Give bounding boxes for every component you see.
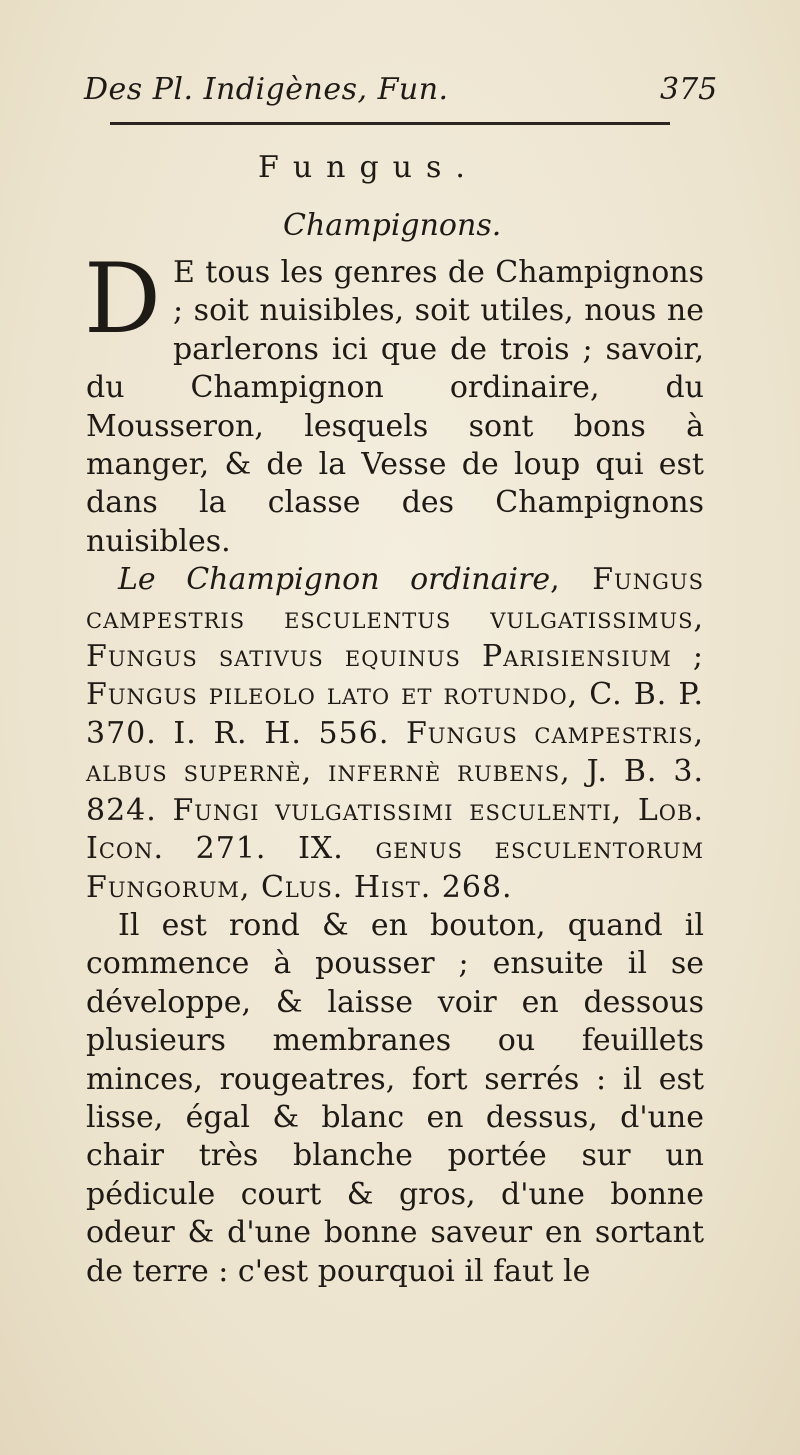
paragraph-synonyms: [86, 561, 704, 907]
paragraph-synonyms-lead: Le Champignon ordinaire: [118, 562, 551, 598]
paragraph-description: [86, 907, 704, 1291]
paragraph-intro: [84, 243, 704, 561]
paragraph-synonyms-text: , Fungus campestris esculentus vulgatissimus, Fungus sativus equinus Parisiensium ; Fungus pileolo lato et rotundo, C. B. P. 370. I. R. H. 556. Fungus campestris, albus supernè, infernè rubens, J. B. 3. 824. Fungi vulgatissimi esculenti, Lob. Icon. 271. IX. genus esculentorum Fungorum, Clus. Hist. 268.: [86, 562, 704, 905]
section-title: Fungus.: [258, 150, 479, 185]
section-subtitle: Champignons.: [283, 208, 502, 243]
header-rule: [110, 122, 670, 125]
paragraph-description-text: Il est rond & en bouton, quand il commence à pousser ; ensuite il se développe, & laisse voir en dessous plusieurs membranes ou feuillets minces, rougeatres, fort serrés : il est lisse, égal & blanc en dessus, d'une chair très blanche portée sur un pédicule court & gros, d'une bonne odeur & d'une bonne saveur en sortant de terre : c'est pourquoi il faut le: [86, 907, 704, 1289]
body-text: [84, 243, 704, 1291]
running-title: Des Pl. Indigènes, Fun.: [84, 72, 449, 107]
paragraph-intro-text: E tous les genres de Champignons ; soit nuisibles, soit utiles, nous ne parlerons ici que de trois ; savoir, du Champignon ordinaire, du Mousseron, lesquels sont bons à manger, & de la Vesse de loup qui est dans la classe des Champignons nuisibles.: [86, 255, 704, 559]
drop-cap: D: [84, 243, 161, 355]
page-number: 375: [660, 72, 718, 107]
